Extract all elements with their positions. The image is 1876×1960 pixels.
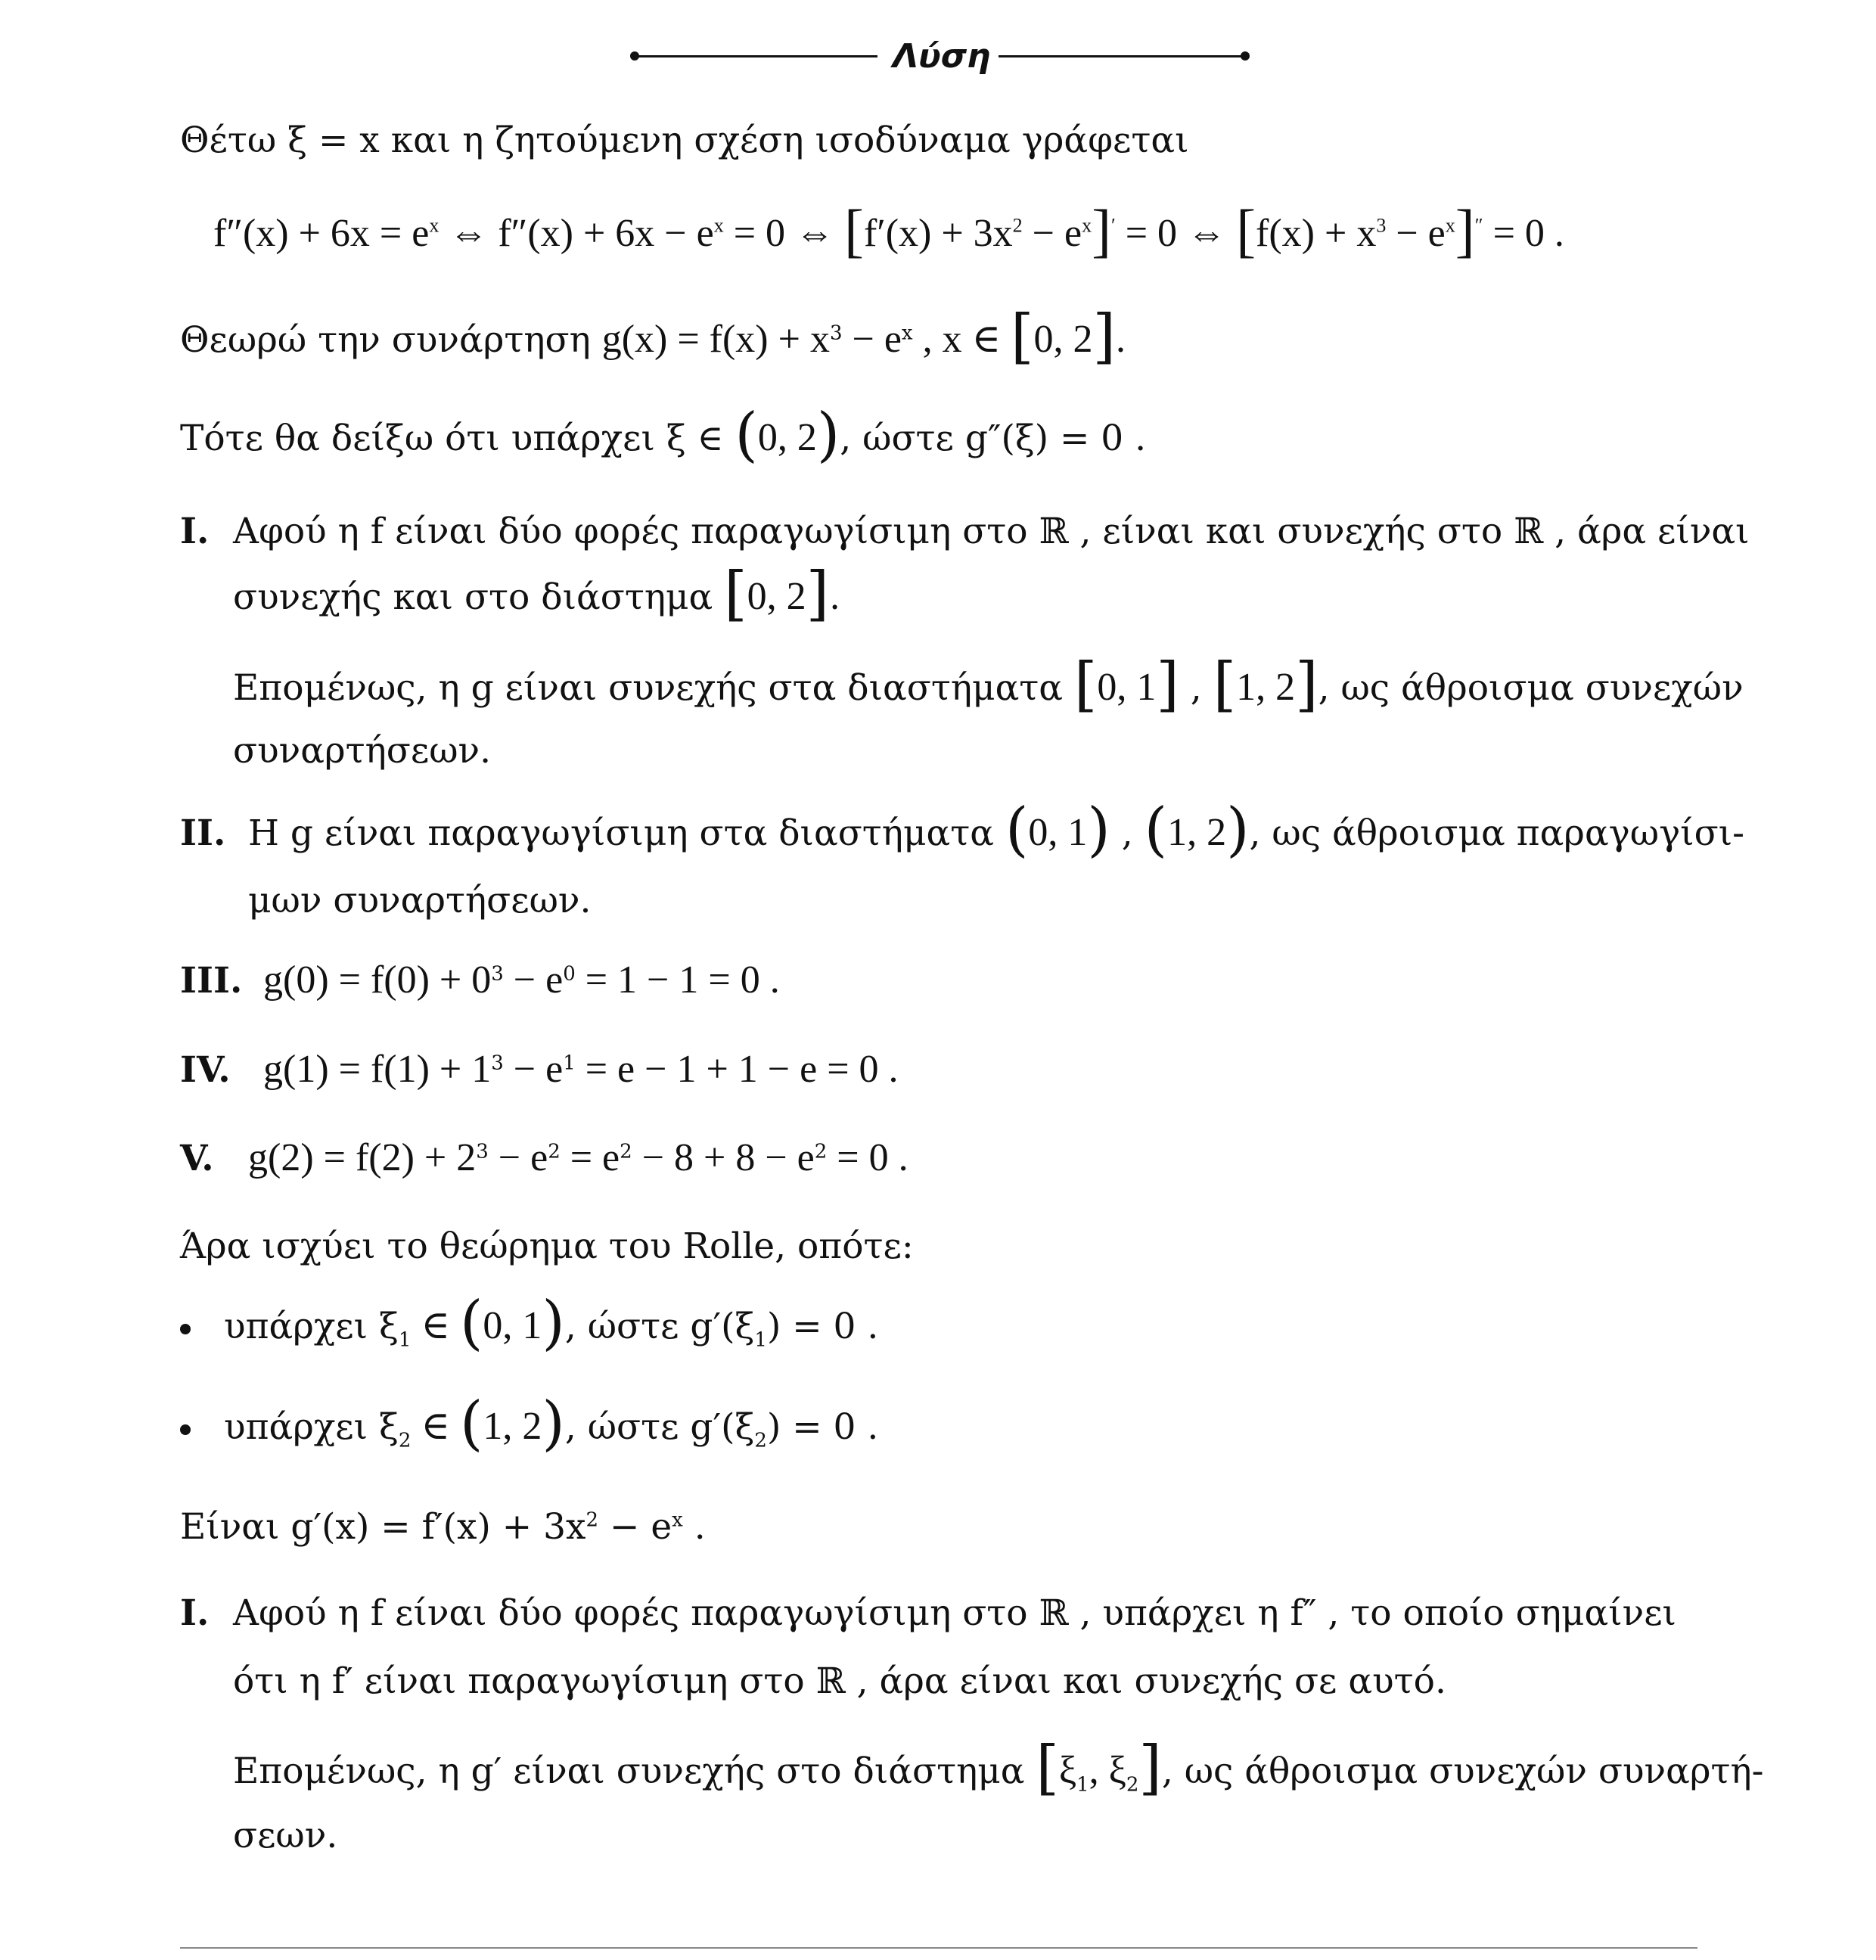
math-sub: 2 xyxy=(1126,1773,1139,1797)
text-part: Αφού η f είναι δύο φορές παραγωγίσιμη στο ℝ , υπάρχει η f″ , το οποίο σημαίνει xyxy=(233,1592,1676,1634)
math-sup: 0 xyxy=(563,962,576,986)
math-bracket: [ xyxy=(1073,651,1098,719)
step-i-continuation xyxy=(233,560,841,628)
math-sub: 1 xyxy=(398,1328,412,1352)
math-part: g(0) = f(0) + 0 xyxy=(263,958,492,1002)
derivative-line xyxy=(180,1504,706,1551)
math-part: = 1 − 1 = 0 . xyxy=(575,958,780,1002)
eq-part: = 0 . xyxy=(1483,212,1564,255)
math-bracket: ) xyxy=(816,401,840,469)
eq-sup: 2 xyxy=(1012,214,1023,237)
text-part: Είναι g′(x) = f′(x) + 3x xyxy=(180,1506,586,1548)
gprime-continuation: σεων. xyxy=(233,1815,338,1856)
math-part: g(2) = f(2) + 2 xyxy=(248,1136,477,1179)
step-label: V. xyxy=(180,1138,214,1179)
text-part: Επομένως, η g είναι συνεχής στα διαστήματα xyxy=(233,667,1074,709)
math-part: 1, 2 xyxy=(483,1405,542,1448)
header-right-dot xyxy=(1241,51,1250,61)
math-bracket: ) xyxy=(542,1390,565,1458)
text-part: υπάρχει ξ xyxy=(224,1406,399,1448)
text-part: Θεωρώ την συνάρτηση xyxy=(180,319,602,361)
text-part: , xyxy=(1110,812,1145,854)
eq-sup: 3 xyxy=(1376,214,1387,237)
math-part: . xyxy=(1115,318,1126,361)
gprime-continuity-line xyxy=(233,1734,1764,1802)
math-part: ∈ xyxy=(411,1304,460,1347)
eq-prime: ′ xyxy=(1111,214,1116,237)
eq-part: = 0 ⇔ xyxy=(1115,212,1237,255)
text-part: , ώστε g″(ξ) = 0 . xyxy=(840,418,1147,459)
math-sup: 3 xyxy=(491,962,504,986)
math-part: = e − 1 + 1 − e = 0 . xyxy=(575,1048,899,1091)
eq-sup: x xyxy=(1445,214,1455,237)
math-sub: 2 xyxy=(754,1429,767,1452)
math-bracket: ] xyxy=(1156,651,1179,719)
step-iii-line xyxy=(180,957,780,1005)
text-part: Τότε θα δείξω ότι υπάρχει ξ ∈ xyxy=(180,418,735,459)
step-i2-continuation: ότι η f′ είναι παραγωγίσιμη στο ℝ , άρα είναι και συνεχής σε αυτό. xyxy=(233,1660,1446,1702)
math-part: − e xyxy=(488,1136,548,1179)
math-bracket: [ xyxy=(724,560,747,628)
math-sub: 1 xyxy=(754,1328,767,1352)
text-part: Αφού η f είναι δύο φορές παραγωγίσιμη στο ℝ , είναι και συνεχής στο ℝ , άρα είναι xyxy=(233,511,1750,552)
text-part: , ώστε g′(ξ xyxy=(564,1306,755,1347)
math-sup: 1 xyxy=(563,1051,576,1075)
math-sup: 2 xyxy=(620,1140,632,1163)
math-sup: 3 xyxy=(491,1051,504,1075)
math-part: , x ∈ xyxy=(912,318,1011,361)
math-bracket: ) xyxy=(1226,796,1250,864)
eq-bracket: ] xyxy=(1455,197,1475,263)
header-left-rule xyxy=(635,55,877,57)
math-part: 1, 2 xyxy=(1236,666,1296,709)
math-part: 0, 1 xyxy=(1097,666,1157,709)
solution-header xyxy=(0,30,1876,83)
text-part: . xyxy=(829,576,841,618)
math-sup: x xyxy=(901,321,913,345)
text-part: συνεχής και στο διάστημα xyxy=(233,576,725,618)
text-part: Η g είναι παραγωγίσιμη στα διαστήματα xyxy=(248,812,1005,854)
rolle-bullet-1 xyxy=(180,1289,879,1357)
eq-part: f(x) + x xyxy=(1256,212,1377,255)
text-part: − e xyxy=(598,1506,672,1548)
math-sup: 2 xyxy=(548,1140,561,1163)
math-part: 0, 1 xyxy=(1028,811,1088,854)
step-label: III. xyxy=(180,960,243,1002)
header-title: Λύση xyxy=(893,37,991,76)
text-part: , ως άθροισμα συνεχών συναρτή- xyxy=(1161,1750,1764,1792)
header-right-rule xyxy=(999,55,1244,57)
math-bracket: ] xyxy=(1295,651,1318,719)
bullet-icon xyxy=(180,1324,191,1334)
goal-line xyxy=(180,401,1147,469)
step-ii-continuation: μων συναρτήσεων. xyxy=(248,880,592,921)
math-bracket: ( xyxy=(735,401,758,469)
eq-part: − e xyxy=(1386,212,1446,255)
step-v-line xyxy=(180,1135,908,1182)
math-part: 0, 2 xyxy=(1033,318,1093,361)
math-part: 0, 2 xyxy=(757,416,817,459)
math-bracket: [ xyxy=(1011,303,1034,371)
math-bracket: [ xyxy=(1213,651,1237,719)
step-i2-line xyxy=(180,1590,1676,1637)
math-part: − 8 + 8 − e xyxy=(632,1136,815,1179)
define-g-line xyxy=(180,303,1126,371)
eq-part: = 0 ⇔ xyxy=(723,212,845,255)
math-part: ξ xyxy=(1058,1749,1077,1792)
math-part: , ξ xyxy=(1089,1749,1126,1792)
continuity-line xyxy=(233,651,1744,719)
rolle-bullet-2 xyxy=(180,1390,879,1458)
text-part: . xyxy=(682,1506,706,1548)
eq-sup: x xyxy=(713,214,724,237)
text-part: ) = 0 . xyxy=(766,1406,879,1448)
math-sup: 3 xyxy=(476,1140,489,1163)
step-label: I. xyxy=(180,1592,210,1634)
equivalence-equation xyxy=(213,197,1564,263)
math-sup: 2 xyxy=(585,1508,599,1532)
math-sup: 2 xyxy=(814,1140,828,1163)
math-part: − e xyxy=(842,318,902,361)
math-part: ∈ xyxy=(411,1405,460,1448)
math-part: g(1) = f(1) + 1 xyxy=(263,1048,492,1091)
math-sub: 2 xyxy=(398,1429,412,1452)
math-part: g(x) = f(x) + x xyxy=(601,318,830,361)
math-part: 0, 1 xyxy=(483,1304,542,1347)
text-part: υπάρχει ξ xyxy=(224,1306,399,1347)
eq-bracket: [ xyxy=(844,197,864,263)
step-i-line xyxy=(180,508,1750,555)
step-label: IV. xyxy=(180,1049,231,1091)
math-bracket: ] xyxy=(806,560,830,628)
footer-rule xyxy=(180,1947,1697,1949)
math-sup: x xyxy=(672,1508,683,1532)
math-part: = 0 . xyxy=(827,1136,908,1179)
step-iv-line xyxy=(180,1046,899,1094)
math-bracket: ( xyxy=(459,1289,483,1357)
eq-prime: ″ xyxy=(1474,214,1483,237)
math-bracket: ( xyxy=(459,1390,483,1458)
text-part: ) = 0 . xyxy=(766,1306,879,1347)
eq-bracket: [ xyxy=(1236,197,1256,263)
math-bracket: ( xyxy=(1005,796,1029,864)
continuity-continuation: συναρτήσεων. xyxy=(233,730,492,772)
text-part: , xyxy=(1179,667,1213,709)
math-part: 1, 2 xyxy=(1167,811,1227,854)
math-part: − e xyxy=(503,1048,564,1091)
math-bracket: [ xyxy=(1036,1734,1059,1802)
math-part: = e xyxy=(560,1136,620,1179)
eq-part: − e xyxy=(1022,212,1082,255)
math-part: 0, 2 xyxy=(747,575,806,618)
math-sup: 3 xyxy=(829,321,843,345)
step-ii-line xyxy=(180,796,1745,864)
text-part: , ως άθροισμα συνεχών xyxy=(1318,667,1744,709)
eq-bracket: ] xyxy=(1092,197,1112,263)
rolle-line: Άρα ισχύει το θεώρημα του Rolle, οπότε: xyxy=(180,1225,914,1267)
text-part: Επομένως, η g′ είναι συνεχής στο διάστημα xyxy=(233,1750,1036,1792)
math-part: − e xyxy=(503,958,564,1002)
math-bracket: ] xyxy=(1138,1734,1162,1802)
text-part: , ως άθροισμα παραγωγίσι- xyxy=(1249,812,1745,854)
eq-sup: x xyxy=(429,214,439,237)
eq-sup: x xyxy=(1082,214,1092,237)
math-bracket: ( xyxy=(1144,796,1168,864)
math-bracket: ) xyxy=(1087,796,1110,864)
math-bracket: ] xyxy=(1092,303,1116,371)
math-bracket: ) xyxy=(542,1289,565,1357)
eq-part: ⇔ f″(x) + 6x − e xyxy=(439,212,714,255)
eq-part: f″(x) + 6x = e xyxy=(213,212,430,255)
step-label: I. xyxy=(180,511,210,552)
math-sub: 1 xyxy=(1076,1773,1089,1797)
text-part: , ώστε g′(ξ xyxy=(564,1406,755,1448)
step-label: II. xyxy=(180,812,226,854)
eq-part: f′(x) + 3x xyxy=(864,212,1013,255)
bullet-icon xyxy=(180,1424,191,1435)
intro-line: Θέτω ξ = x και η ζητούμενη σχέση ισοδύναμα γράφεται xyxy=(180,120,1189,161)
